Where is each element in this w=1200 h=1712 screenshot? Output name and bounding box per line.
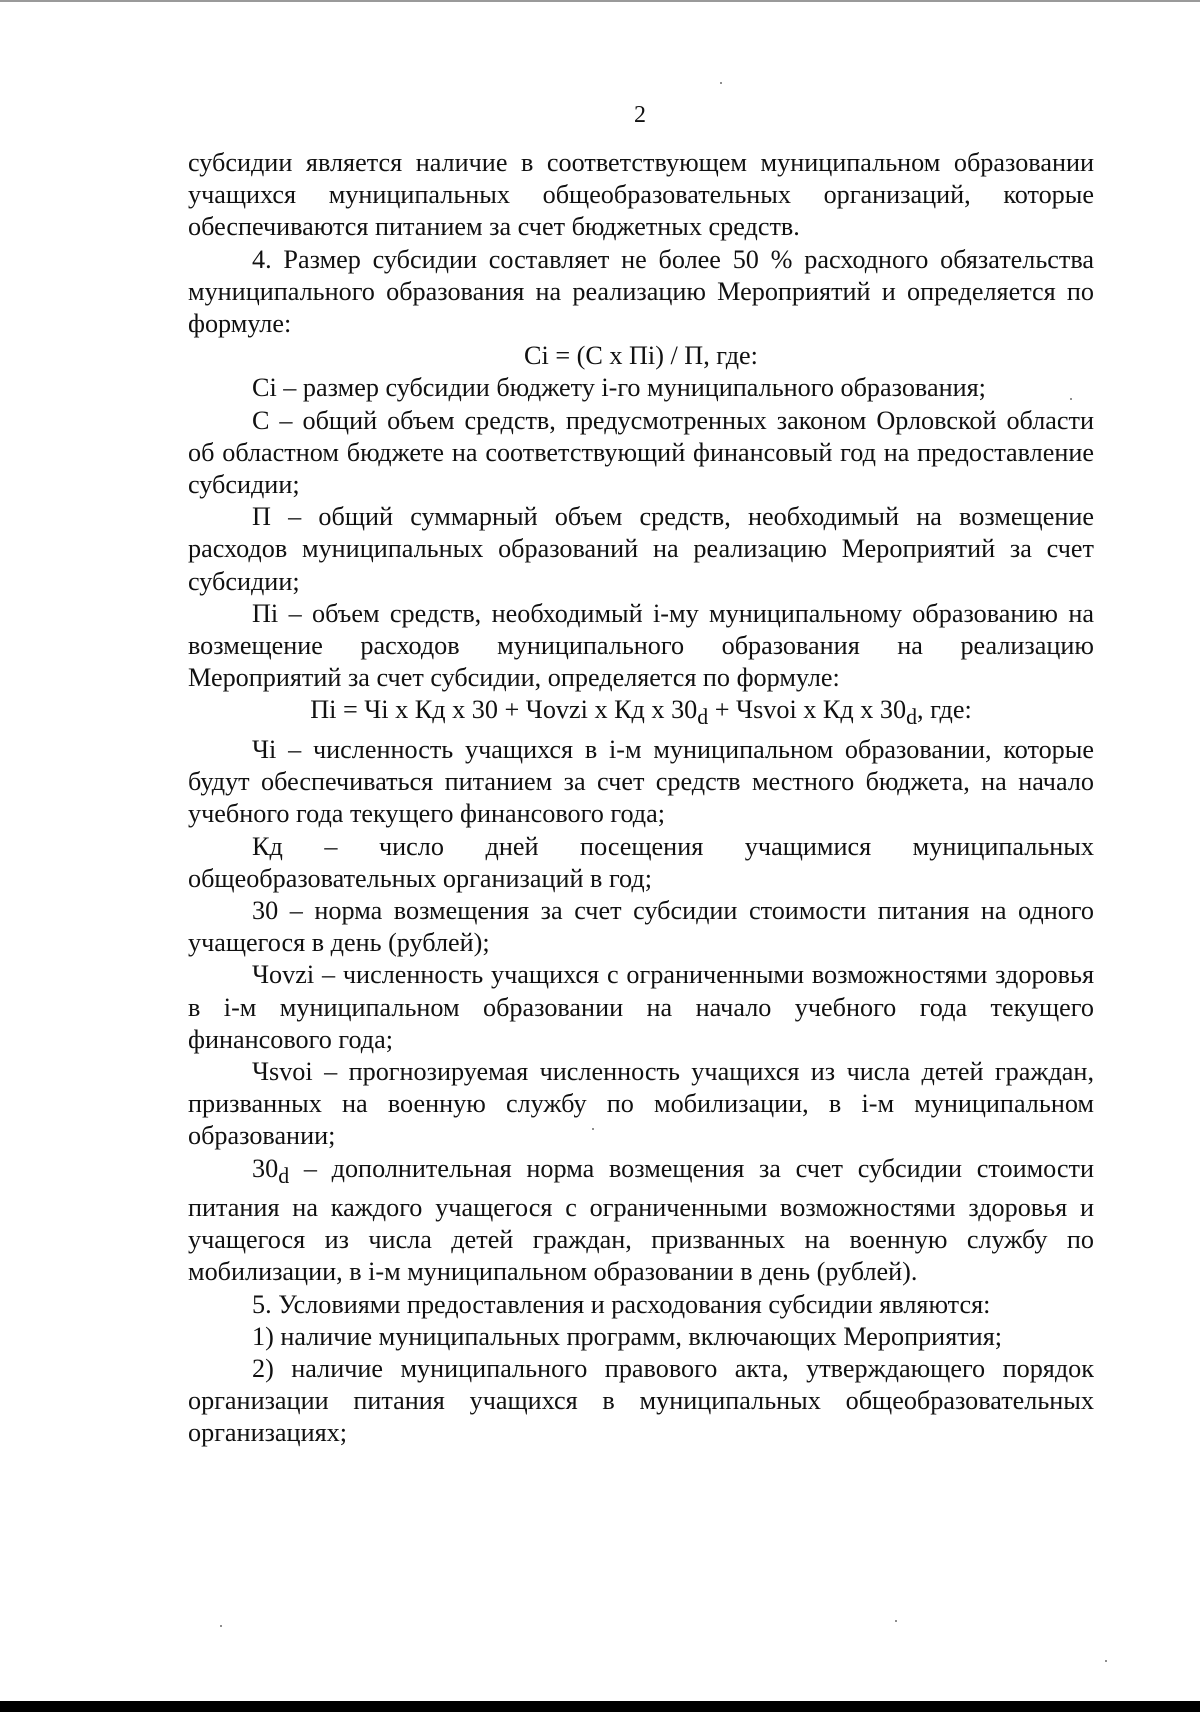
definition-c: С – общий объем средств, предусмотренных законом Орловской области об областном бюджете на соответствующий финансовый год на предоставление субсидии; bbox=[188, 405, 1094, 500]
document-body bbox=[188, 147, 1094, 1450]
formula-pi-sub2: d bbox=[906, 705, 917, 730]
paragraph-conditions: 5. Условиями предоставления и расходования субсидии являются: bbox=[252, 1289, 991, 1319]
formula-pi-part1: Пi = Чi х Кд х 30 + Чоvzi х Кд х 30 bbox=[310, 695, 698, 725]
scan-speck bbox=[1105, 1660, 1107, 1662]
definition-kd-line1: Кд – число дней посещения учащимися муниципальных bbox=[252, 831, 1094, 861]
condition-2: 2) наличие муниципального правового акта, утверждающего порядок организации питания учащихся в муниципальных общеобразовательных организациях; bbox=[188, 1353, 1094, 1448]
scan-speck bbox=[720, 82, 722, 84]
paragraph-subsidy-condition: субсидии является наличие в соответствующем муниципальном образовании учащихся муниципальных общеобразовательных организаций, которые обеспечиваются питанием за счет бюджетных средств. bbox=[188, 148, 1094, 242]
definition-30d-text: – дополнительная норма возмещения за счет субсидии стоимости питания на каждого учащегося с ограниченными возможностями здоровья и учащегося из числа детей граждан, призванных на военную службу по мобилизации, в i-м муниципальном образовании в день (рублей). bbox=[188, 1153, 1094, 1287]
definition-30d bbox=[188, 1153, 1094, 1289]
definition-chsvoi: Чsvoi – прогнозируемая численность учащихся из числа детей граждан, призванных на военную службу по мобилизации, в i-м муниципальном образовании; bbox=[188, 1056, 1094, 1151]
definition-chi: Чi – численность учащихся в i-м муниципальном образовании, которые будут обеспечиваться питанием за счет средств местного бюджета, на начало учебного года текущего финансового года; bbox=[188, 734, 1094, 829]
formula-pi-sub1: d bbox=[697, 705, 709, 730]
definition-30: 30 – норма возмещения за счет субсидии стоимости питания на одного учащегося в день (рублей); bbox=[188, 895, 1094, 958]
definition-30d-sub: d bbox=[278, 1163, 290, 1188]
definition-30d-lead: 30 bbox=[252, 1153, 279, 1183]
definition-chovzi: Чоvzi – численность учащихся с ограниченными возможностями здоровья в i-м муниципальном образовании на начало учебного года текущего финансового года; bbox=[188, 960, 1094, 1054]
formula-pi-part2: + Чsvoi х Кд х 30 bbox=[708, 695, 907, 725]
scan-bottom-edge bbox=[0, 1701, 1200, 1712]
definition-p: П – общий суммарный объем средств, необходимый на возмещение расходов муниципальных образований на реализацию Мероприятий за счет субсидии; bbox=[188, 502, 1094, 596]
scan-speck bbox=[1070, 398, 1072, 400]
paragraph-subsidy-size: 4. Размер субсидии составляет не более 50 % расходного обязательства муниципального образования на реализацию Мероприятий и определяется по формуле: bbox=[188, 244, 1094, 339]
formula-ci: Сi = (С х Пi) / П, где: bbox=[524, 341, 758, 371]
condition-1: 1) наличие муниципальных программ, включающих Мероприятия; bbox=[252, 1321, 1003, 1351]
definition-kd-line2: общеобразовательных организаций в год; bbox=[188, 863, 652, 893]
page-number: 2 bbox=[634, 102, 646, 128]
scan-speck bbox=[895, 1620, 897, 1622]
formula-pi-part3: , где: bbox=[917, 695, 972, 725]
definition-pi: Пi – объем средств, необходимый i-му муниципальному образованию на возмещение расходов муниципального образования на реализацию Мероприятий за счет субсидии, определяется по формуле: bbox=[188, 598, 1094, 693]
scan-top-edge bbox=[0, 0, 1200, 2]
scan-speck bbox=[220, 1625, 222, 1627]
scan-speck bbox=[592, 1128, 594, 1130]
formula-pi bbox=[188, 694, 1094, 733]
definition-ci: Сi – размер субсидии бюджету i-го муниципального образования; bbox=[252, 373, 986, 403]
